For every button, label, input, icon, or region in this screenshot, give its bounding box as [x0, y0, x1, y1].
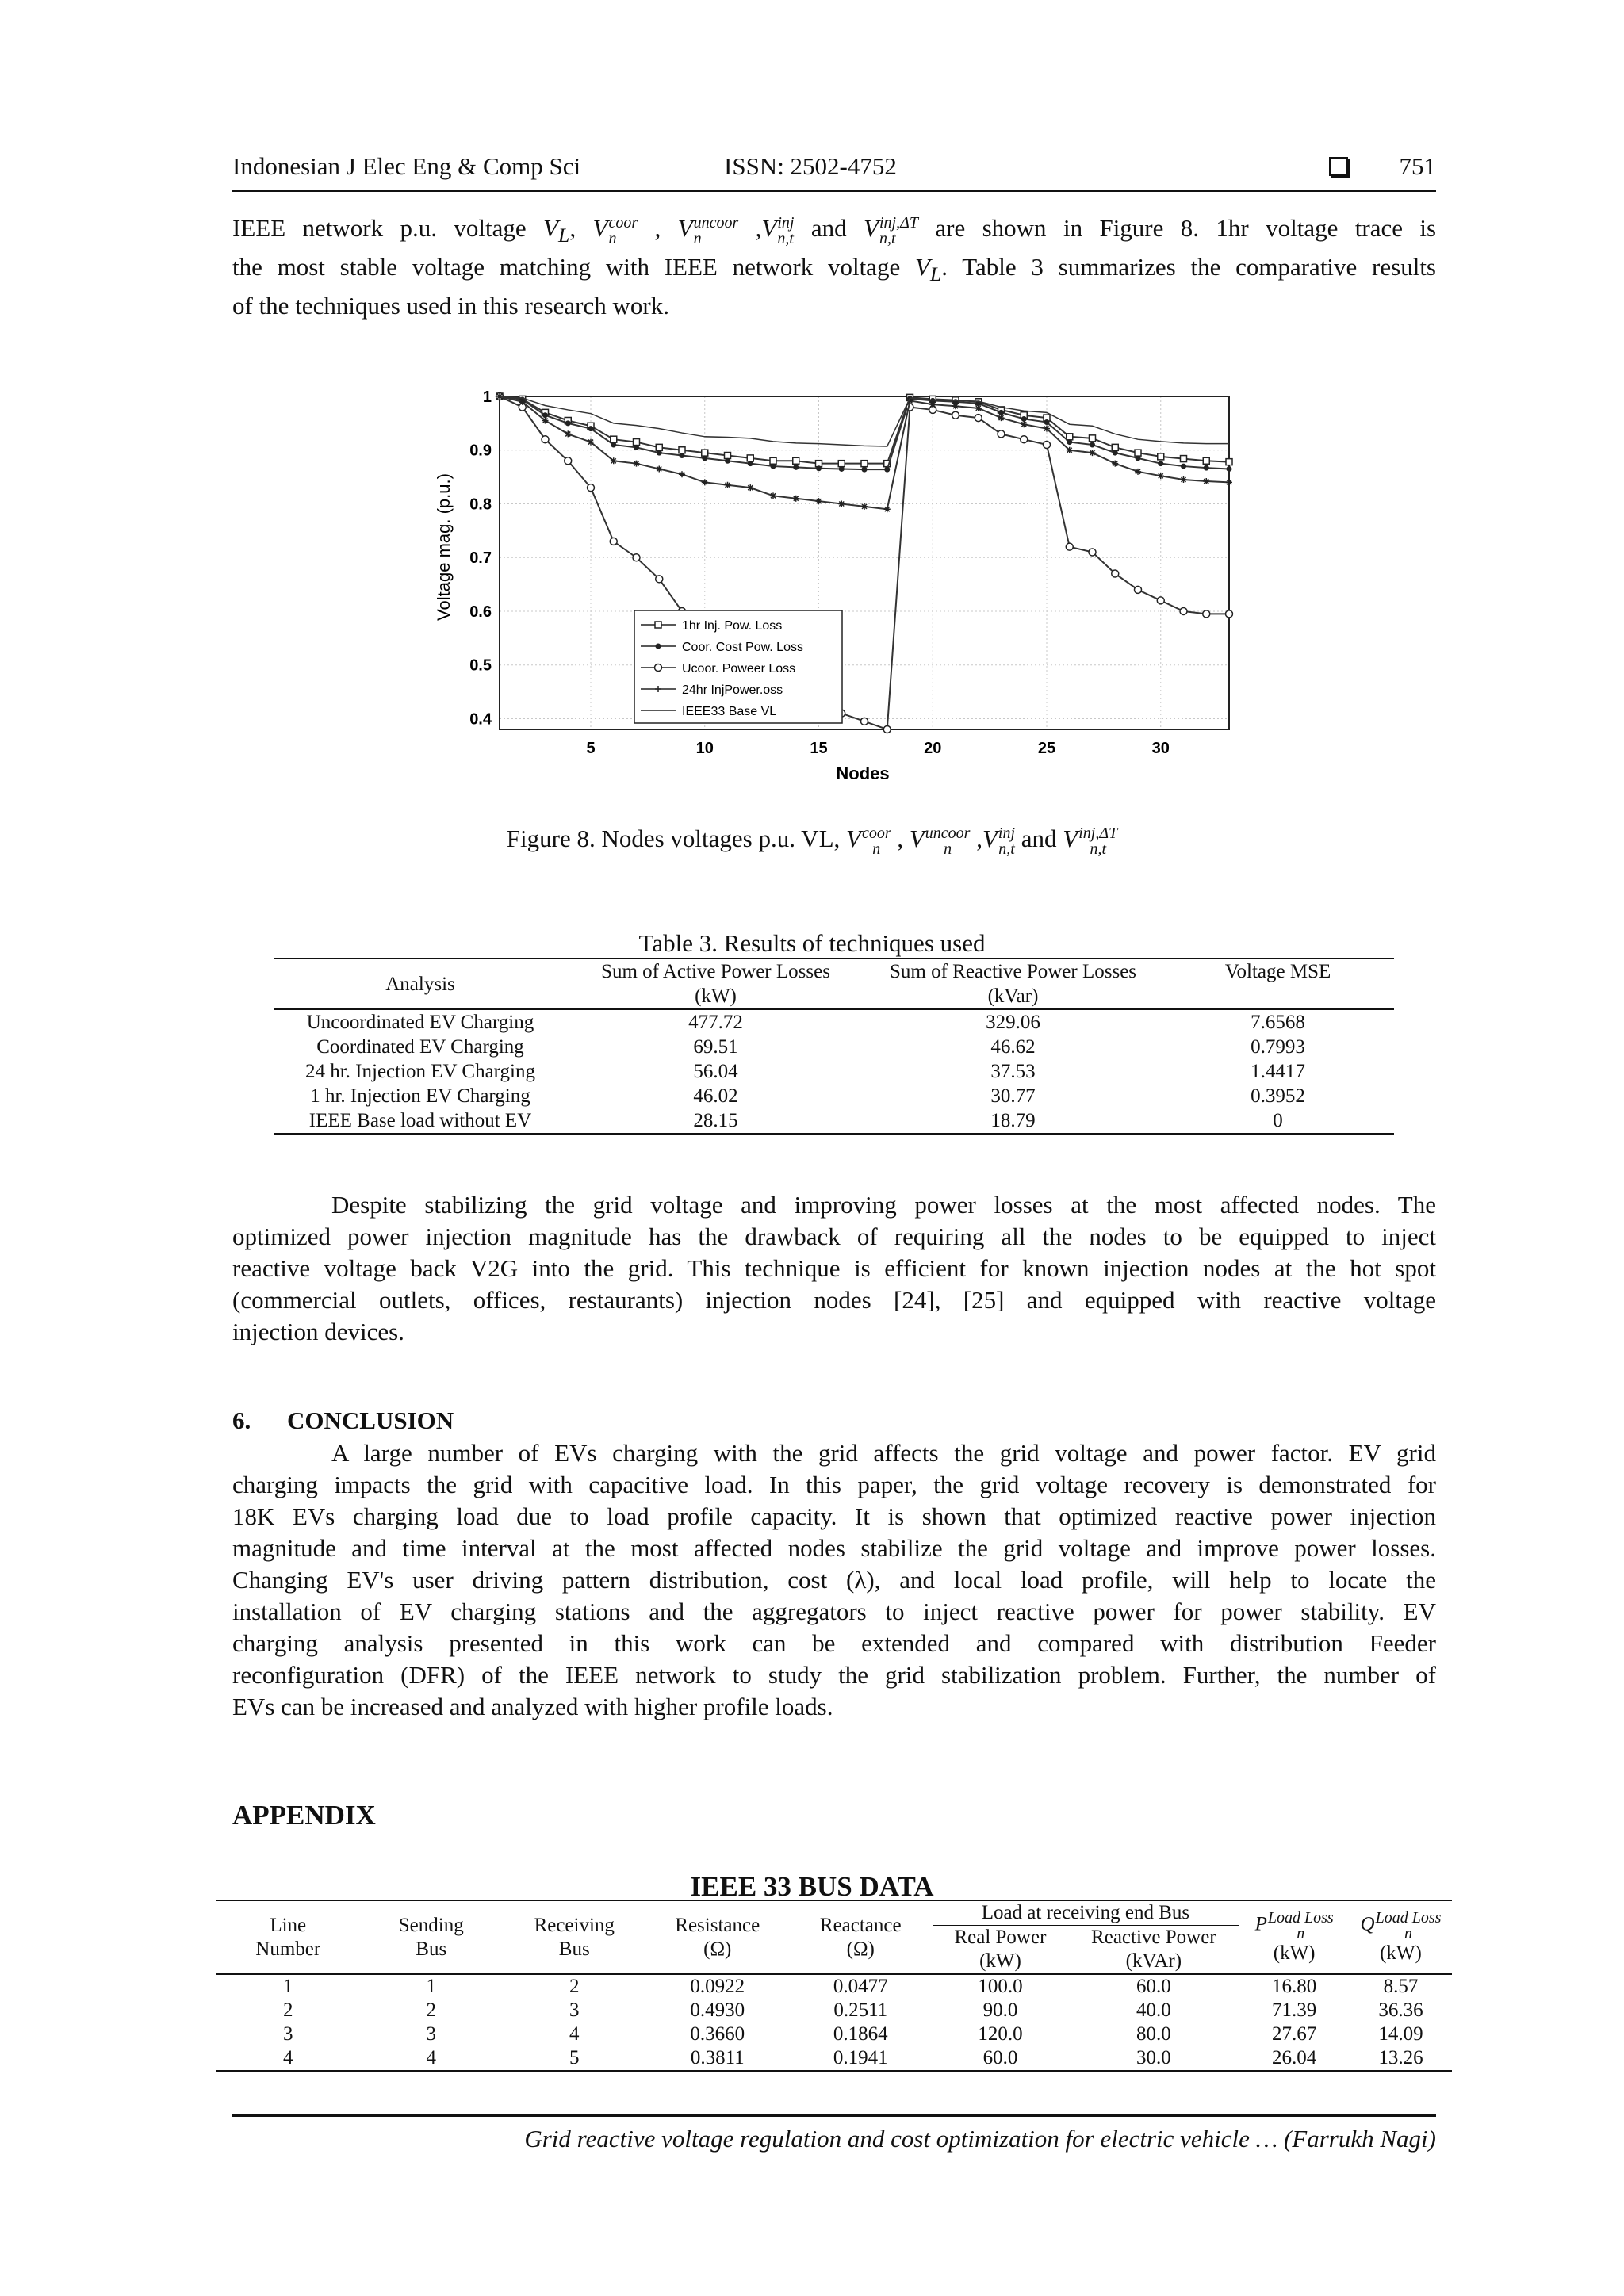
cell: 0.2511 [833, 1999, 888, 2021]
data-point [542, 417, 549, 423]
hdr: Bus [558, 1938, 590, 1960]
data-point [884, 506, 891, 512]
hdr: Receiving [534, 1914, 615, 1936]
table-3-title: Table 3. Results of techniques used [638, 929, 986, 957]
data-point [770, 492, 776, 499]
discussion-line: Despite stabilizing the grid voltage and improving power losses at the most affected nodes. The [331, 1191, 1436, 1219]
conclusion-line: EVs can be increased and analyzed with higher profile loads. [232, 1693, 833, 1720]
cell: 0.3811 [646, 2046, 790, 2071]
bus-data-title: IEEE 33 BUS DATA [690, 1871, 934, 1902]
data-point [702, 479, 708, 485]
legend-marker [655, 622, 661, 628]
col-reactive-1: Sum of Reactive Power Losses [864, 959, 1162, 984]
data-point [1226, 479, 1232, 485]
legend-label: Coor. Cost Pow. Loss [682, 641, 803, 654]
conclusion-line: magnitude and time interval at the most affected nodes stabilize the grid voltage and improve power losses. [232, 1534, 1436, 1562]
hdr: (kW) [1380, 1942, 1422, 1964]
cell: 40.0 [1136, 1999, 1171, 2021]
footer-rule [232, 2114, 1436, 2117]
table-row [274, 1009, 1394, 1035]
col-reactive-power [1068, 1926, 1239, 1975]
intro-line-1: IEEE network p.u. voltage $V_L$, V coor n , V uncoor n ,V inj n,t and V inj,ΔT n,t are shown in Figure 8. 1hr voltage trace is [232, 213, 1437, 247]
cell: 60.0 [933, 2046, 1069, 2071]
data-point [634, 461, 640, 467]
data-point [1044, 426, 1050, 432]
series-line [500, 396, 1229, 469]
data-point [588, 426, 594, 431]
data-point [998, 410, 1004, 415]
data-point [770, 457, 776, 464]
conclusion-line: Changing EV's user driving pattern distribution, cost (λ), and local load profile, will help to locate the [232, 1566, 1436, 1594]
issn: ISSN: 2502-4752 [724, 152, 897, 180]
data-point [861, 461, 868, 467]
data-point [975, 415, 982, 422]
cell: 0.3952 [1251, 1085, 1305, 1107]
series-line [500, 396, 1229, 509]
discussion-line: reactive voltage back V2G into the grid. This technique is efficient for known injection nodes at the hot spot [232, 1254, 1436, 1282]
data-point [656, 576, 663, 583]
data-point [680, 453, 685, 458]
legend-label: Ucoor. Poweer Loss [682, 662, 796, 675]
data-point [838, 500, 845, 507]
conclusion-paragraph [232, 1437, 1436, 1723]
intro-line-3: of the techniques used in this research work. [232, 292, 669, 320]
section-number: 6. [232, 1406, 251, 1434]
data-point [1181, 456, 1187, 462]
cell: 2 [426, 1999, 436, 2021]
data-point [519, 399, 526, 405]
data-point [1112, 461, 1118, 467]
data-point [998, 430, 1005, 438]
hdr: (kW) [1273, 1942, 1316, 1964]
series-line [500, 396, 1229, 446]
hdr: Resistance [675, 1914, 760, 1936]
data-point [588, 439, 594, 446]
data-point [656, 465, 662, 472]
cell: 3 [426, 2023, 436, 2045]
table-row [274, 1084, 1394, 1108]
data-point [748, 461, 753, 466]
data-point [702, 450, 708, 456]
data-point [679, 471, 685, 477]
data-point [634, 445, 639, 450]
section-title: CONCLUSION [287, 1406, 454, 1434]
data-point [1089, 549, 1096, 556]
data-point [884, 467, 890, 473]
data-point [679, 447, 685, 453]
col-receiving [503, 1900, 646, 1974]
data-point [793, 465, 799, 470]
cell: 46.62 [990, 1036, 1036, 1058]
data-point [634, 439, 640, 446]
data-point [1226, 459, 1232, 465]
cell: 27.67 [1272, 2023, 1317, 2045]
conclusion-line: charging impacts the grid with capacitive load. In this paper, the grid voltage recovery is demonstrated for [232, 1471, 1436, 1498]
data-point [929, 401, 936, 408]
cell: 3 [569, 1999, 580, 2021]
data-point [1181, 464, 1186, 469]
data-point [975, 405, 982, 411]
data-point [1090, 450, 1096, 456]
data-point [1021, 416, 1027, 422]
data-point [1158, 473, 1164, 479]
cell: 4 [569, 2023, 580, 2045]
data-point [702, 455, 707, 461]
cell: 1.4417 [1251, 1061, 1305, 1082]
conclusion-line: A large number of EVs charging with the grid affects the grid voltage and power factor. EV grid [331, 1439, 1436, 1467]
discussion-line: (commercial outlets, offices, restaurants) injection nodes [24], [25] and equipped with reactive voltage [232, 1286, 1436, 1314]
col-mse: Voltage MSE [1162, 959, 1394, 1009]
hdr: (Ω) [703, 1938, 732, 1960]
conclusion-line: charging analysis presented in this work can be extended and compared with distribution Feeder [232, 1629, 1436, 1657]
data-point [1067, 434, 1073, 440]
intro-text-2-end: . Table 3 summarizes the comparative results [941, 253, 1436, 281]
cell: IEEE Base load without EV [274, 1108, 567, 1134]
data-point [1135, 586, 1142, 593]
col-analysis: Analysis [274, 959, 567, 1009]
cell: 80.0 [1136, 2023, 1171, 2045]
data-point [725, 458, 730, 464]
x-tick-label: 30 [1151, 740, 1170, 757]
legend-label: 1hr Inj. Pow. Loss [682, 619, 783, 633]
cell: 100.0 [978, 1976, 1023, 1997]
data-point [1021, 436, 1028, 443]
hdr: Bus [416, 1938, 447, 1960]
table-row [216, 2046, 1452, 2071]
cell: 26.04 [1239, 2046, 1350, 2071]
cell: 60.0 [1136, 1976, 1171, 1997]
intro-line-2: the most stable voltage matching with IEEE network voltage $V_L$. Table 3 summarizes the comparative results [232, 253, 1436, 286]
cell: 120.0 [978, 2023, 1023, 2045]
cell: 4 [216, 2046, 360, 2071]
table-3 [274, 958, 1394, 1135]
data-point [1112, 444, 1118, 450]
legend-label: 24hr InjPower.oss [682, 683, 783, 697]
x-axis-label: Nodes [836, 763, 890, 783]
plot-area [469, 388, 1232, 757]
data-point [611, 442, 616, 447]
col-reactive-2: (kVar) [864, 984, 1162, 1009]
cell: 3 [283, 2023, 293, 2045]
cell: Uncoordinated EV Charging [306, 1012, 534, 1033]
data-point [725, 482, 731, 488]
cell: 16.80 [1272, 1976, 1317, 1997]
cell: 0.4930 [690, 1999, 745, 2021]
data-point [565, 420, 571, 426]
data-point [1067, 447, 1073, 453]
x-tick-label: 10 [695, 740, 714, 757]
cell: 4 [360, 2046, 504, 2071]
intro-text-2: the most stable voltage matching with IEEE network voltage [232, 253, 901, 281]
caption-and: and [1021, 825, 1057, 852]
cell: 28.15 [567, 1108, 864, 1134]
data-point [611, 457, 617, 464]
journal-name: Indonesian J Elec Eng & Comp Sci [232, 152, 581, 180]
data-point [1067, 439, 1072, 445]
cell: 0.1941 [789, 2046, 933, 2071]
intro-paragraph [232, 212, 1436, 322]
data-point [1203, 478, 1209, 484]
data-point [861, 503, 868, 510]
data-point [793, 457, 799, 464]
intro-text: IEEE network p.u. voltage [232, 214, 527, 242]
data-point [862, 467, 868, 473]
data-point [1203, 457, 1209, 464]
cell: 0 [1162, 1108, 1394, 1134]
conclusion-line: reconfiguration (DFR) of the IEEE network to study the grid stabilization problem. Further, the number of [232, 1661, 1436, 1689]
data-point [816, 465, 822, 471]
intro-text-end: are shown in Figure 8. 1hr voltage trace is [935, 214, 1437, 242]
hdr: Reactance [819, 1914, 902, 1936]
x-tick-label: 25 [1037, 740, 1056, 757]
data-point [1181, 476, 1187, 483]
data-point [611, 436, 617, 442]
data-point [1044, 419, 1050, 425]
cell: 0.0922 [690, 1976, 745, 1997]
col-q-load-loss: Q Load Loss n (kW) [1350, 1900, 1452, 1974]
cell: 37.53 [990, 1061, 1036, 1082]
cell: 36.36 [1378, 1999, 1423, 2021]
data-point [1136, 455, 1141, 461]
page-header [232, 152, 1436, 187]
conclusion-line: 18K EVs charging load due to load profile capacity. It is shown that optimized reactive power injection [232, 1502, 1436, 1530]
conclusion-heading [232, 1406, 454, 1435]
table-row [274, 1108, 1394, 1134]
y-tick-label: 1 [482, 388, 492, 406]
cell: 0.3660 [690, 2023, 745, 2045]
cell: 7.6568 [1251, 1012, 1305, 1033]
data-point [610, 538, 617, 545]
col-reactance [789, 1900, 933, 1974]
cell: 30.0 [1068, 2046, 1239, 2071]
data-point [565, 430, 571, 437]
col-line [216, 1900, 360, 1974]
ieee-33-bus-table [216, 1900, 1452, 2072]
cell: 2 [283, 1999, 293, 2021]
data-point [1227, 466, 1232, 472]
data-point [542, 412, 548, 418]
data-point [1135, 450, 1141, 456]
cell: 1 hr. Injection EV Charging [310, 1085, 530, 1107]
header-rule [232, 190, 1436, 192]
figure-8-chart [432, 381, 1241, 793]
discussion-paragraph [232, 1189, 1436, 1348]
data-point [1066, 543, 1073, 550]
figure-caption: Figure 8. Nodes voltages p.u. VL, V coor n , V uncoor n ,V inj n,t and V inj,ΔT n,t [506, 824, 1118, 858]
cell: 0.7993 [1251, 1036, 1305, 1058]
col-sending [360, 1900, 504, 1974]
col-real-power [933, 1926, 1069, 1975]
cell: 18.79 [864, 1108, 1162, 1134]
data-point [657, 450, 662, 456]
y-tick-label: 0.9 [469, 442, 492, 460]
data-point [1180, 607, 1187, 614]
cell: 46.02 [693, 1085, 738, 1107]
data-point [633, 554, 640, 561]
data-point [747, 484, 753, 491]
cell: 8.57 [1383, 1976, 1419, 1997]
cell: 1 [426, 1976, 436, 1997]
cell: 0.1864 [833, 2023, 888, 2045]
y-tick-label: 0.6 [469, 603, 492, 621]
data-point [793, 496, 799, 502]
legend-label: IEEE33 Base VL [682, 705, 777, 718]
data-point [656, 444, 662, 450]
data-point [542, 436, 549, 443]
hdr: Number [255, 1938, 321, 1960]
hdr: Sending [398, 1914, 464, 1936]
x-tick-label: 20 [924, 740, 942, 757]
cell: 477.72 [688, 1012, 743, 1033]
hdr: (Ω) [846, 1938, 875, 1960]
data-point [747, 455, 753, 461]
cell: Coordinated EV Charging [316, 1036, 524, 1058]
hdr: Real Power [954, 1927, 1047, 1948]
data-point [1021, 421, 1027, 427]
y-tick-label: 0.5 [469, 656, 492, 675]
data-point [1157, 597, 1164, 604]
data-point [725, 453, 731, 459]
legend-marker [655, 664, 662, 672]
cell: 56.04 [693, 1061, 738, 1082]
data-point [1044, 441, 1051, 448]
col-load: Load at receiving end Bus [933, 1900, 1239, 1926]
data-point [1203, 610, 1210, 618]
table-row [274, 1059, 1394, 1084]
discussion-line: optimized power injection magnitude has the drawback of requiring all the nodes to be equipped to inject [232, 1223, 1436, 1250]
data-point [838, 461, 845, 467]
cell: 5 [503, 2046, 646, 2071]
cell: 0.0477 [833, 1976, 888, 1997]
data-point [1226, 610, 1233, 618]
data-point [1090, 442, 1095, 447]
data-point [883, 726, 891, 733]
data-point [1158, 461, 1163, 466]
data-point [565, 457, 572, 465]
col-resistance [646, 1900, 790, 1974]
data-point [1113, 450, 1118, 456]
data-point [1158, 453, 1164, 460]
data-point [998, 415, 1005, 421]
cell: 90.0 [982, 1999, 1018, 2021]
data-point [771, 464, 776, 469]
discussion-line: injection devices. [232, 1318, 404, 1345]
cell: 2 [569, 1976, 580, 1997]
table-row [274, 1035, 1394, 1059]
table-row [216, 2022, 1452, 2046]
x-tick-label: 5 [586, 740, 596, 757]
data-point [1204, 465, 1209, 471]
hdr: (kVAr) [1125, 1950, 1182, 1972]
hdr: Line [270, 1914, 307, 1936]
cell: 329.06 [986, 1012, 1040, 1033]
page-number: 751 [1399, 152, 1436, 180]
y-axis-label: Voltage mag. (p.u.) [434, 473, 454, 621]
data-point [839, 466, 845, 472]
cell: 69.51 [693, 1036, 738, 1058]
cell: 30.77 [990, 1085, 1036, 1107]
col-active-2: (kW) [567, 984, 864, 1009]
y-tick-label: 0.4 [469, 710, 492, 729]
legend-marker [656, 644, 661, 649]
cell: 13.26 [1350, 2046, 1452, 2071]
data-point [952, 403, 959, 409]
appendix-heading: APPENDIX [232, 1800, 376, 1831]
cell: 14.09 [1378, 2023, 1423, 2045]
data-point [1135, 469, 1141, 475]
table-row [216, 1999, 1452, 2022]
cell: 1 [283, 1976, 293, 1997]
caption-prefix: Figure 8. Nodes voltages p.u. VL, [506, 825, 841, 852]
cell: 24 hr. Injection EV Charging [304, 1061, 535, 1082]
y-tick-label: 0.8 [469, 496, 492, 514]
col-active-1: Sum of Active Power Losses [567, 959, 864, 984]
hdr: Reactive Power [1091, 1927, 1216, 1948]
col-p-load-loss: P Load Loss n (kW) [1239, 1900, 1350, 1974]
cell: 71.39 [1272, 1999, 1317, 2021]
page-footer: Grid reactive voltage regulation and cost optimization for electric vehicle … (Farrukh Nagi) [524, 2125, 1436, 2152]
table-row [216, 1974, 1452, 1999]
x-tick-label: 15 [810, 740, 828, 757]
hdr: (kW) [979, 1950, 1021, 1972]
data-point [861, 718, 868, 725]
data-point [816, 498, 822, 504]
conclusion-line: installation of EV charging stations and the aggregators to inject reactive power for power stability. EV [232, 1598, 1436, 1625]
box-icon [1329, 157, 1348, 176]
data-point [952, 411, 959, 419]
data-point [1112, 570, 1119, 577]
data-point [588, 484, 595, 492]
data-point [1090, 435, 1096, 442]
y-tick-label: 0.7 [469, 549, 492, 568]
